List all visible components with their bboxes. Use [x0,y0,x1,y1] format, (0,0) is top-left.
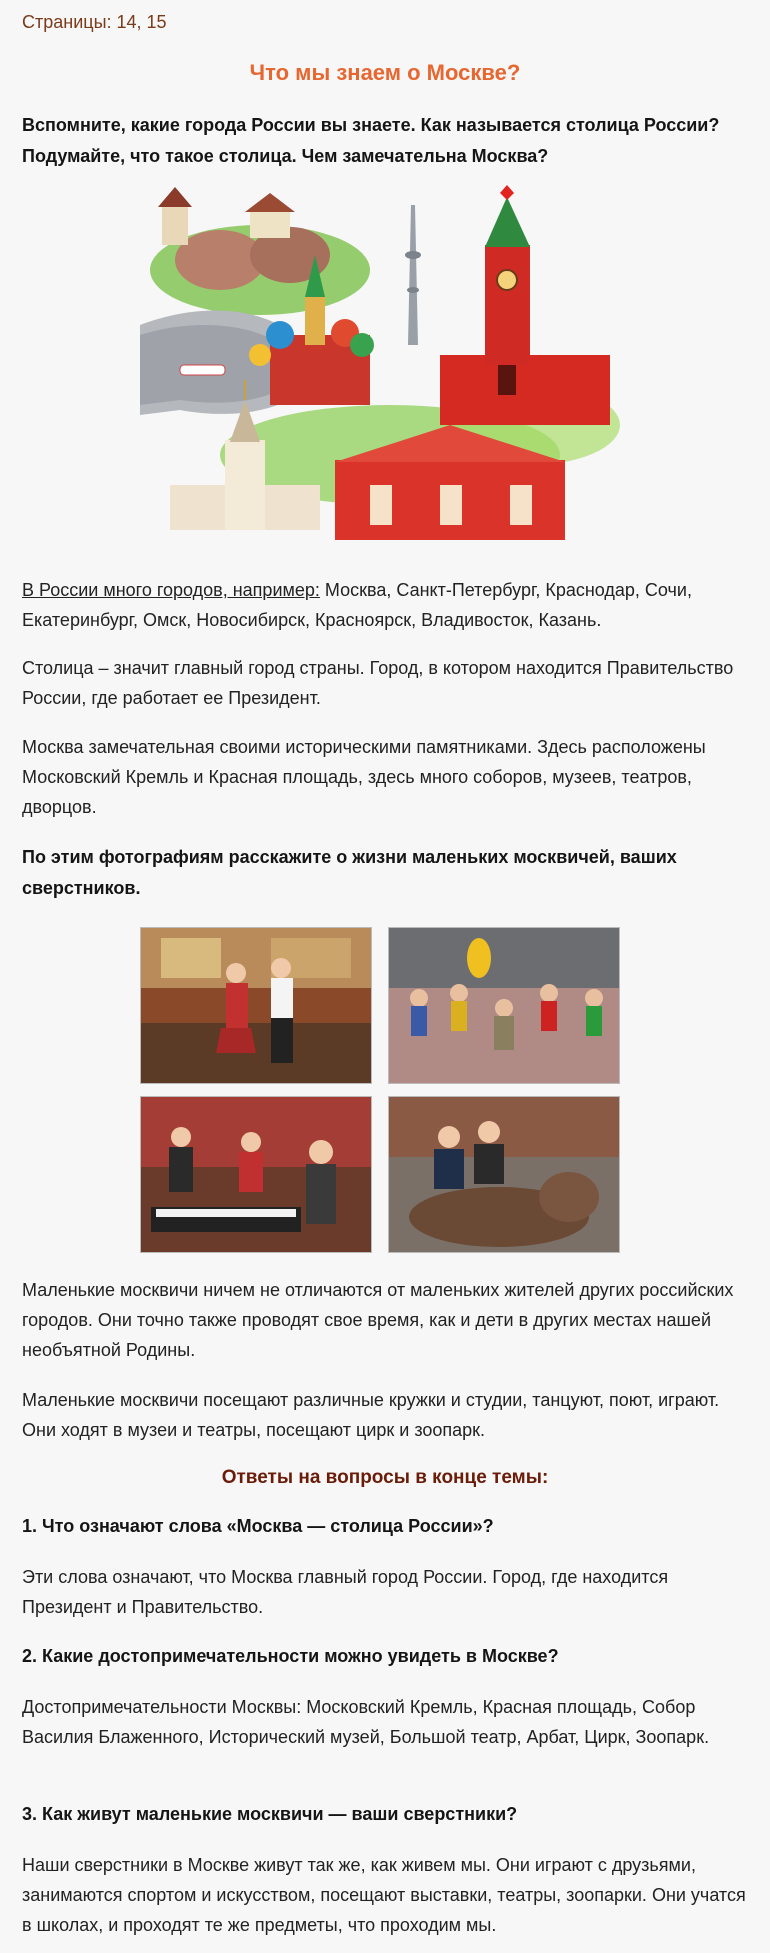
moscow-landmarks-drawing [140,185,620,555]
cities-paragraph [22,575,747,635]
qa-question-2: 2. Какие достопримечательности можно увидеть в Москве? [22,1646,559,1666]
capital-paragraph: Столица – значит главный город страны. Город, в котором находится Правительство России, где работает ее Президент. [22,658,734,708]
children-paragraph-1: Маленькие москвичи ничем не отличаются от маленьких жителей других российских городов. Они точно также проводят свое время, как и дети в других местах нашей необъятной Родины. [22,1280,734,1360]
qa-question-3: 3. Как живут маленькие москвичи — ваши сверстники? [22,1804,518,1824]
photo-music-class [140,1096,372,1253]
cities-lead: В России много городов, например: [22,580,320,600]
photo-children-running [388,927,620,1084]
photo-dancing-children [140,927,372,1084]
photo-walrus-statue [388,1096,620,1253]
cities-list: Москва, Санкт-Петербург, Краснодар, Сочи, Екатеринбург, Омск, Новосибирск, Красноярск, Владивосток, Казань. [22,580,692,630]
children-paragraph-2: Маленькие москвичи посещают различные кружки и студии, танцуют, поют, играют. Они ходят в музеи и театры, посещают цирк и зоопарк. [22,1390,720,1440]
pages-reference: Страницы: 14, 15 [22,12,167,32]
moscow-landmarks-illustration [140,185,620,555]
qa-question-1: 1. Что означают слова «Москва — столица России»? [22,1516,494,1536]
qa-answer-3: Наши сверстники в Москве живут так же, как живем мы. Они играют с друзьями, занимаются спортом и искусством, посещают выставки, театры, зоопарки. Они учатся в школах, и проходят те же предметы, что проходим мы. [22,1855,746,1935]
qa-answer-2: Достопримечательности Москвы: Московский Кремль, Красная площадь, Собор Василия Блаженного, Исторический музей, Большой театр, Арбат, Цирк, Зоопарк. [22,1697,710,1747]
answers-title: Ответы на вопросы в конце темы: [221,1467,549,1488]
monuments-paragraph: Москва замечательная своими историческими памятниками. Здесь расположены Московский Кремль и Красная площадь, здесь много соборов, музеев, театров, дворцов. [22,737,706,817]
qa-answer-1: Эти слова означают, что Москва главный город России. Город, где находится Президент и Правительство. [22,1567,669,1617]
page-title: Что мы знаем о Москве? [249,60,521,85]
question-photos: По этим фотографиям расскажите о жизни маленьких москвичей, ваших сверстников. [22,847,677,898]
question-recall-cities: Вспомните, какие города России вы знаете. Как называется столица России? Подумайте, что такое столица. Чем замечательна Москва? [22,115,720,166]
